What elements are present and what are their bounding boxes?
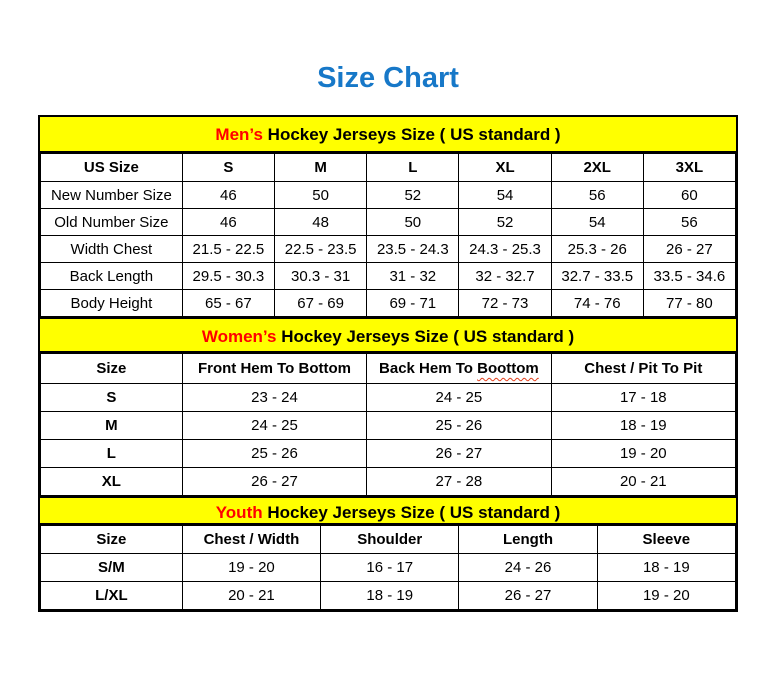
size-value-cell: 26 - 27 [643,236,735,263]
youth-section-header [40,496,736,525]
size-value-cell: 46 [182,209,274,236]
column-header: S [182,154,274,182]
size-value-cell: 25 - 26 [367,412,551,440]
size-value-cell: 24 - 25 [182,412,366,440]
table-row [41,582,736,610]
size-value-cell: 20 - 21 [551,468,735,496]
mens-section-title-accent: Men’s [215,125,263,144]
size-value-cell: 19 - 20 [551,440,735,468]
size-value-cell: 60 [643,182,735,209]
table-row [41,182,736,209]
size-value-cell: 18 - 19 [551,412,735,440]
womens-section-title-accent: Women’s [201,327,277,346]
column-header: US Size [41,154,183,182]
youth-section-title-rest: Hockey Jerseys Size ( US standard ) [262,503,561,522]
size-value-cell: 25 - 26 [182,440,366,468]
page-title: Size Chart [317,62,459,94]
size-value-cell: 30.3 - 31 [274,263,366,290]
size-value-cell: 20 - 21 [182,582,320,610]
header-row [41,154,736,182]
size-value-cell: 50 [367,209,459,236]
size-value-cell: 26 - 27 [182,468,366,496]
womens-section-header [40,317,736,353]
size-value-cell: 54 [459,182,551,209]
size-value-cell: 52 [367,182,459,209]
header-row [41,526,736,554]
column-header: 2XL [551,154,643,182]
row-label: S/M [41,554,183,582]
youth-section-title-accent: Youth [215,503,263,522]
table-row [41,468,736,496]
size-value-cell: 67 - 69 [274,290,366,317]
size-value-cell: 21.5 - 22.5 [182,236,274,263]
size-value-cell: 32.7 - 33.5 [551,263,643,290]
row-label: Body Height [41,290,183,317]
size-value-cell: 31 - 32 [367,263,459,290]
table-row [41,412,736,440]
size-value-cell: 74 - 76 [551,290,643,317]
mens-section-title-rest: Hockey Jerseys Size ( US standard ) [262,125,561,144]
column-header: 3XL [643,154,735,182]
size-value-cell: 26 - 27 [367,440,551,468]
header-row [41,354,736,384]
table-row [41,209,736,236]
row-label: L [41,440,183,468]
column-header: M [274,154,366,182]
row-label: S [41,384,183,412]
size-value-cell: 46 [182,182,274,209]
table-row [41,554,736,582]
size-value-cell: 17 - 18 [551,384,735,412]
size-value-cell: 77 - 80 [643,290,735,317]
table-row [41,384,736,412]
size-value-cell: 54 [551,209,643,236]
column-header: Chest / Pit To Pit [551,354,735,384]
row-label: XL [41,468,183,496]
row-label: Width Chest [41,236,183,263]
youth-size-table [40,525,736,610]
column-header: Size [41,354,183,384]
size-value-cell: 32 - 32.7 [459,263,551,290]
size-value-cell: 19 - 20 [597,582,735,610]
size-value-cell: 25.3 - 26 [551,236,643,263]
size-value-cell: 52 [459,209,551,236]
size-value-cell: 27 - 28 [367,468,551,496]
size-value-cell: 24 - 26 [459,554,597,582]
column-header: Chest / Width [182,526,320,554]
size-value-cell: 24 - 25 [367,384,551,412]
size-value-cell: 23.5 - 24.3 [367,236,459,263]
size-value-cell: 24.3 - 25.3 [459,236,551,263]
womens-size-table [40,353,736,496]
size-value-cell: 33.5 - 34.6 [643,263,735,290]
table-row [41,290,736,317]
row-label: L/XL [41,582,183,610]
column-header: Shoulder [321,526,459,554]
size-value-cell: 18 - 19 [321,582,459,610]
size-value-cell: 50 [274,182,366,209]
size-value-cell: 23 - 24 [182,384,366,412]
size-value-cell: 48 [274,209,366,236]
mens-section [40,117,736,317]
column-header-text: Back Hem To [379,360,478,377]
table-row [41,263,736,290]
misspelled-word: Boottom [477,360,539,377]
column-header: Front Hem To Bottom [182,354,366,384]
youth-section [40,496,736,610]
womens-section-title-rest: Hockey Jerseys Size ( US standard ) [276,327,575,346]
row-label: New Number Size [41,182,183,209]
mens-size-table [40,153,736,317]
column-header: Sleeve [597,526,735,554]
size-value-cell: 69 - 71 [367,290,459,317]
womens-section [40,317,736,496]
row-label: Back Length [41,263,183,290]
column-header: L [367,154,459,182]
size-value-cell: 18 - 19 [597,554,735,582]
size-chart-sheet [38,115,738,612]
column-header: XL [459,154,551,182]
table-row [41,440,736,468]
column-header [367,354,551,384]
row-label: Old Number Size [41,209,183,236]
column-header: Length [459,526,597,554]
size-value-cell: 56 [551,182,643,209]
column-header: Size [41,526,183,554]
size-value-cell: 29.5 - 30.3 [182,263,274,290]
size-value-cell: 22.5 - 23.5 [274,236,366,263]
size-value-cell: 19 - 20 [182,554,320,582]
size-value-cell: 26 - 27 [459,582,597,610]
size-value-cell: 56 [643,209,735,236]
row-label: M [41,412,183,440]
size-value-cell: 16 - 17 [321,554,459,582]
mens-section-header [40,117,736,153]
size-value-cell: 72 - 73 [459,290,551,317]
size-value-cell: 65 - 67 [182,290,274,317]
table-row [41,236,736,263]
